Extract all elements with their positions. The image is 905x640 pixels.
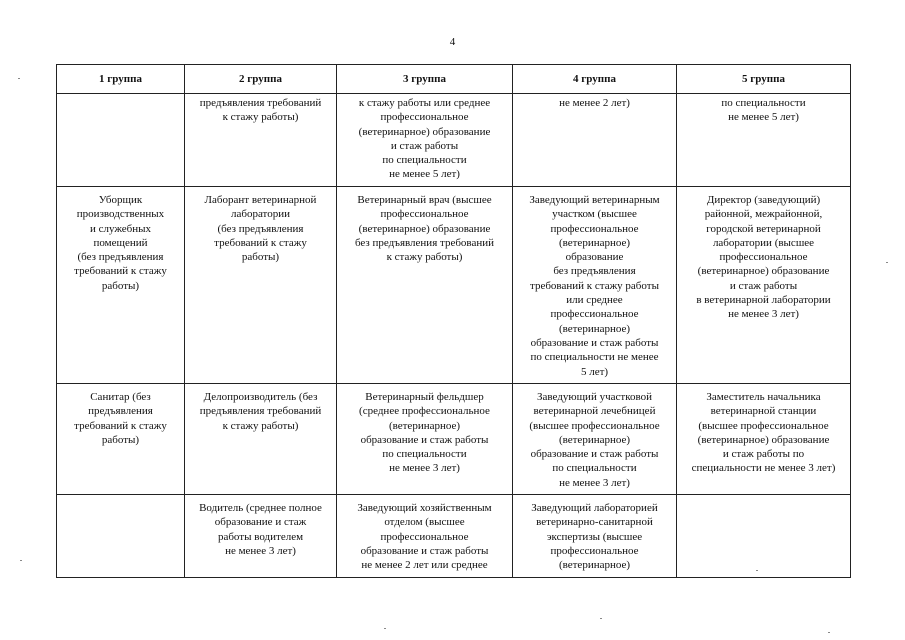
- header-group-2: 2 группа: [185, 65, 337, 94]
- header-group-4: 4 группа: [513, 65, 677, 94]
- header-group-1: 1 группа: [57, 65, 185, 94]
- table-row: [57, 94, 851, 187]
- table-cell: [57, 495, 185, 578]
- table-row: [57, 384, 851, 495]
- table-cell: Делопроизводитель (без предъявления требований к стажу работы): [185, 384, 337, 495]
- scan-speck: [384, 628, 386, 629]
- table-cell: к стажу работы или среднее профессиональное (ветеринарное) образование и стаж работы по специальности не менее 5 лет): [337, 94, 513, 187]
- table-cell: Ветеринарный фельдшер (среднее профессиональное (ветеринарное) образование и стаж работы по специальности не менее 3 лет): [337, 384, 513, 495]
- table-header-row: [57, 65, 851, 94]
- table-cell: Заведующий участковой ветеринарной лечебницей (высшее профессиональное (ветеринарное) образование и стаж работы по специальности не менее 3 лет): [513, 384, 677, 495]
- table-cell: Заведующий лабораторией ветеринарно-санитарной экспертизы (высшее профессиональное (ветеринарное): [513, 495, 677, 578]
- scan-speck: [886, 262, 888, 263]
- header-group-3: 3 группа: [337, 65, 513, 94]
- table-cell: Заместитель начальника ветеринарной станции (высшее профессиональное (ветеринарное) образование и стаж работы по специальности не менее 3 лет): [677, 384, 851, 495]
- table-cell: [677, 495, 851, 578]
- scan-speck: [18, 78, 20, 79]
- scan-speck: [600, 618, 602, 619]
- table-cell: Заведующий ветеринарным участком (высшее профессиональное (ветеринарное) образование без предъявления требований к стажу работы или среднее профессиональное (ветеринарное) образование и стаж работы по специальности не менее 5 лет): [513, 187, 677, 384]
- staff-groups-table: [56, 64, 851, 578]
- scan-speck: [828, 632, 830, 633]
- table-cell: предъявления требований к стажу работы): [185, 94, 337, 187]
- table-cell: Заведующий хозяйственным отделом (высшее профессиональное образование и стаж работы не менее 2 лет или среднее: [337, 495, 513, 578]
- table-cell: Уборщик производственных и служебных помещений (без предъявления требований к стажу работы): [57, 187, 185, 384]
- scan-speck: [20, 560, 22, 561]
- table-cell: не менее 2 лет): [513, 94, 677, 187]
- header-group-5: 5 группа: [677, 65, 851, 94]
- table-cell: по специальности не менее 5 лет): [677, 94, 851, 187]
- table-cell: Директор (заведующий) районной, межрайонной, городской ветеринарной лаборатории (высшее профессиональное (ветеринарное) образование и стаж работы в ветеринарной лаборатории не менее 3 лет): [677, 187, 851, 384]
- table-cell: Санитар (без предъявления требований к стажу работы): [57, 384, 185, 495]
- table-row: [57, 495, 851, 578]
- table-row: [57, 187, 851, 384]
- table-cell: Водитель (среднее полное образование и стаж работы водителем не менее 3 лет): [185, 495, 337, 578]
- scan-speck: [756, 570, 758, 571]
- page-number: 4: [449, 36, 456, 48]
- table-cell: Ветеринарный врач (высшее профессиональное (ветеринарное) образование без предъявления требований к стажу работы): [337, 187, 513, 384]
- table-cell: [57, 94, 185, 187]
- table-cell: Лаборант ветеринарной лаборатории (без предъявления требований к стажу работы): [185, 187, 337, 384]
